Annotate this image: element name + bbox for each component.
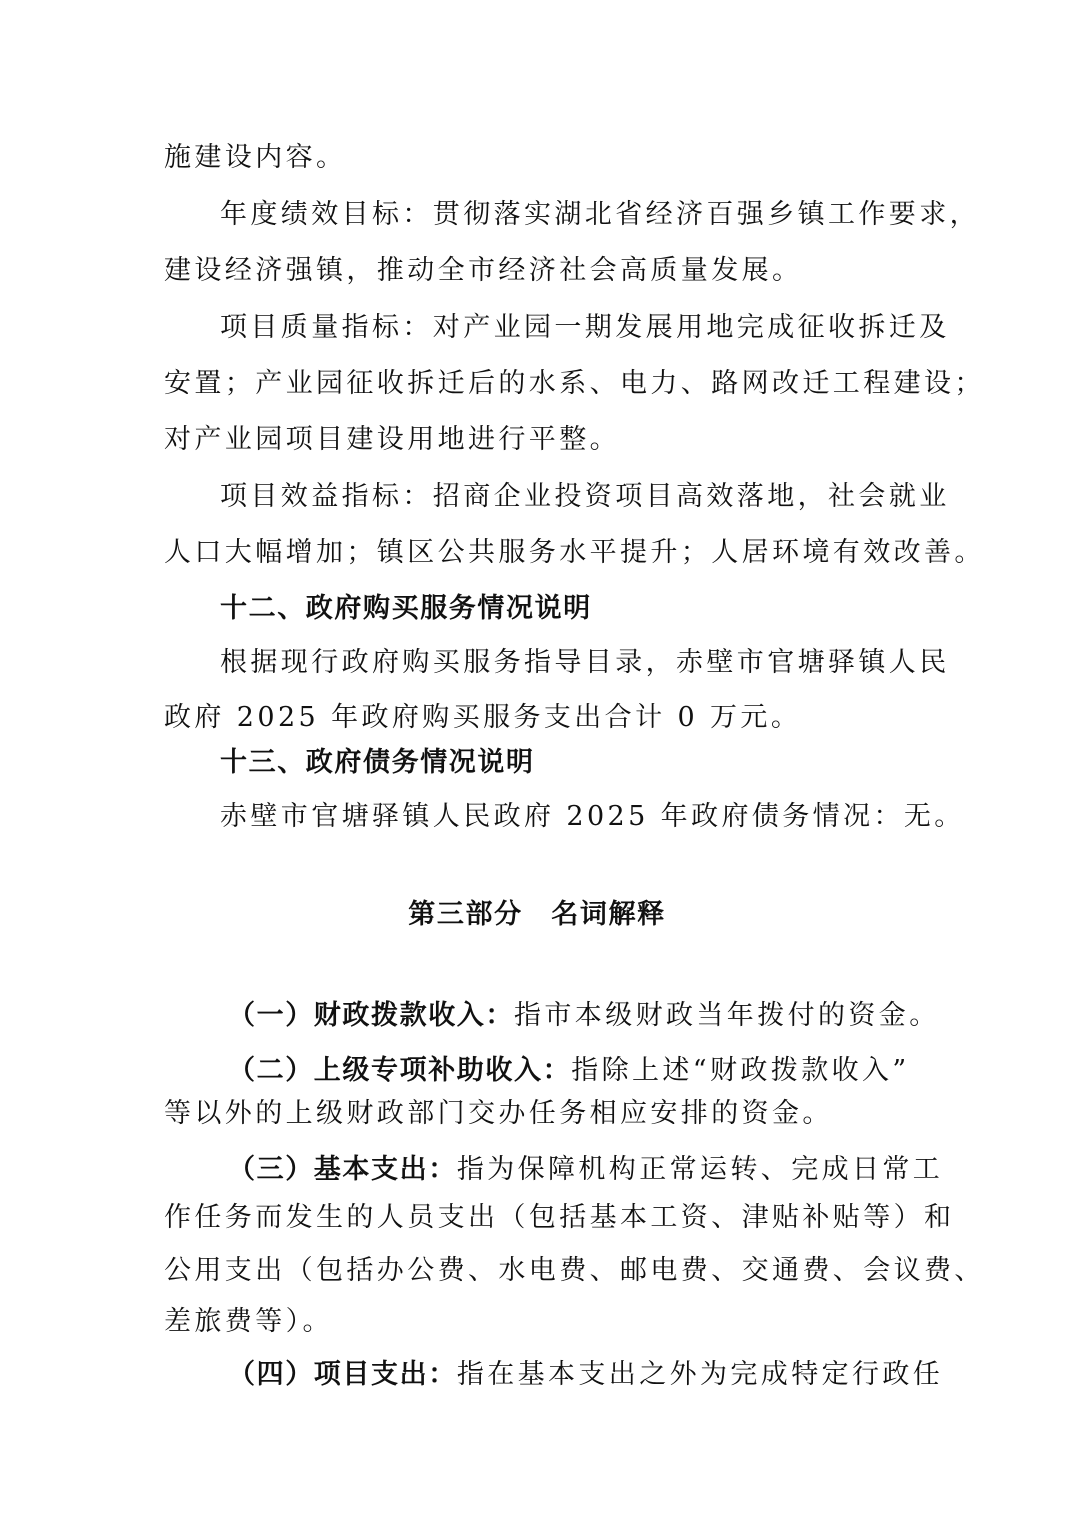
definition-text: 指在基本支出之外为完成特定行政任: [456, 1359, 944, 1390]
definition-text: 公用支出（包括办公费、水电费、邮电费、交通费、会议费、: [164, 1255, 985, 1286]
definition-text: 等以外的上级财政部门交办任务相应安排的资金。: [164, 1098, 833, 1129]
section-heading-13: 十三、政府债务情况说明: [220, 747, 535, 778]
definition-item: [228, 1053, 988, 1089]
definition-text: 指市本级财政当年拨付的资金。: [514, 1000, 940, 1031]
definition-text: 差旅费等）。: [164, 1306, 333, 1337]
paragraph-line: 赤壁市官塘驿镇人民政府 2025 年政府债务情况：无。: [220, 801, 965, 832]
paragraph-line: 施建设内容。: [164, 142, 347, 173]
definition-text: 作任务而发生的人员支出（包括基本工资、津贴补贴等）和: [164, 1202, 955, 1233]
paragraph-line: 建设经济强镇，推动全市经济社会高质量发展。: [164, 255, 803, 286]
definition-item: [228, 1152, 988, 1188]
paragraph-line: 年度绩效目标：贯彻落实湖北省经济百强乡镇工作要求，: [220, 199, 980, 230]
definition-term: （二）上级专项补助收入：: [228, 1055, 572, 1086]
definition-text: 指为保障机构正常运转、完成日常工: [456, 1154, 944, 1185]
paragraph-line: 政府 2025 年政府购买服务支出合计 0 万元。: [164, 702, 802, 733]
definition-item: [228, 998, 988, 1034]
definition-term: （一）财政拨款收入：: [228, 1000, 514, 1031]
paragraph-line: 对产业园项目建设用地进行平整。: [164, 424, 620, 455]
section-heading-12: 十二、政府购买服务情况说明: [220, 593, 592, 624]
part-title: 第三部分 名词解释: [408, 899, 666, 930]
definition-text: 指除上述“财政拨款收入”: [571, 1055, 910, 1086]
paragraph-line: 根据现行政府购买服务指导目录，赤壁市官塘驿镇人民: [220, 647, 950, 678]
definition-item: [228, 1357, 988, 1393]
paragraph-line: 人口大幅增加；镇区公共服务水平提升；人居环境有效改善。: [164, 537, 985, 568]
paragraph-line: 项目效益指标：招商企业投资项目高效落地，社会就业: [220, 481, 950, 512]
paragraph-line: 项目质量指标：对产业园一期发展用地完成征收拆迁及: [220, 312, 950, 343]
paragraph-line: 安置；产业园征收拆迁后的水系、电力、路网改迁工程建设；: [164, 368, 985, 399]
definition-term: （四）项目支出：: [228, 1359, 457, 1390]
definition-term: （三）基本支出：: [228, 1154, 457, 1185]
